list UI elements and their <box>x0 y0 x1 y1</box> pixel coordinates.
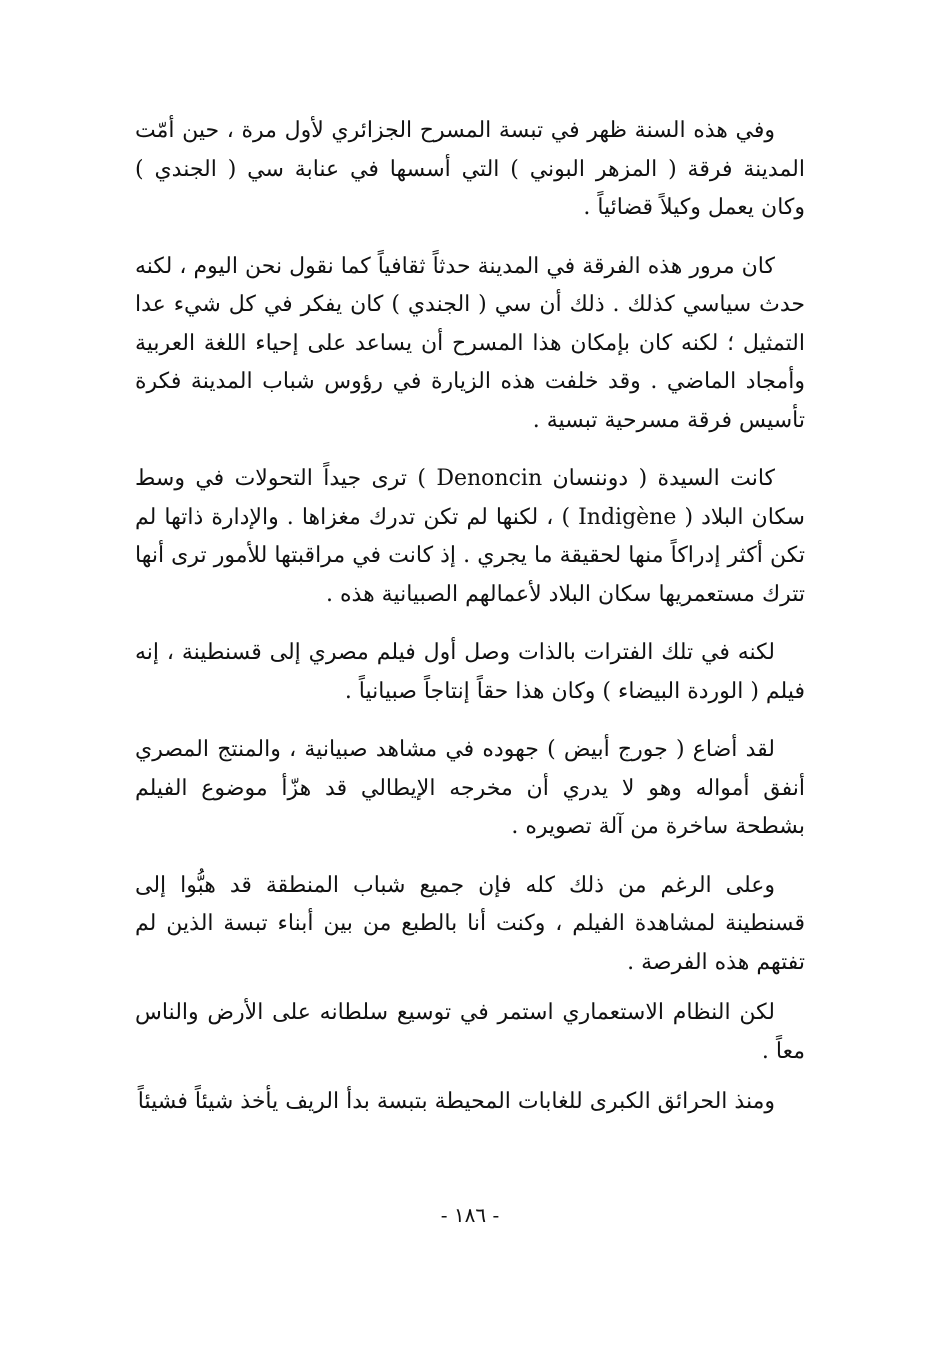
paragraph-3: كانت السيدة ( دوننسان Denoncin ) ترى جيداً التحولات في وسط سكان البلاد ( Indigène ) ، لكنها لم تكن تدرك مغزاها . والإدارة ذاتها لم تكن أكثر إدراكاً منها لحقيقة ما يجري . إذ كانت في مراقبتها للأمور ترى أنها تترك مستعمريها سكان البلاد لأعمالهم الصبيانية هذه . <box>135 466 805 607</box>
paragraph-8: ومنذ الحرائق الكبرى للغابات المحيطة بتبسة بدأ الريف يأخذ شيئاً فشيئاً <box>137 1089 775 1114</box>
page-number: - ١٨٦ - <box>440 1203 500 1227</box>
paragraph-2: كان مرور هذه الفرقة في المدينة حدثاً ثقافياً كما نقول نحن اليوم ، لكنه حدث سياسي كذلك . ذلك أن سي ( الجندي ) كان يفكر في كل شيء عدا التمثيل ؛ لكنه كان بإمكان هذا المسرح أن يساعد على إحياء اللغة العربية وأمجاد الماضي . وقد خلفت هذه الزيارة في رؤوس شباب المدينة فكرة تأسيس فرقة مسرحية تبسية . <box>135 253 805 433</box>
paragraph-1: وفي هذه السنة ظهر في تبسة المسرح الجزائري لأول مرة ، حين أمّت المدينة فرقة ( المزهر البوني ) التي أسسها في عنابة سي ( الجندي ) وكان يعمل وكيلاً قضائياً . <box>135 118 805 220</box>
paragraph-4: لكنه في تلك الفترات بالذات وصل أول فيلم مصري إلى قسنطينة ، إنه فيلم ( الوردة البيضاء ) وكان هذا حقاً إنتاجاً صبيانياً . <box>135 640 805 704</box>
paragraph-6: وعلى الرغم من ذلك كله فإن جميع شباب المنطقة قد هبُّوا إلى قسنطينة لمشاهدة الفيلم ، وكنت أنا بالطبع من بين أبناء تبسة الذين لم تفتهم هذه الفرصة . <box>135 872 805 975</box>
paragraph-5: لقد أضاع ( جورج أبيض ) جهوده في مشاهد صبيانية ، والمنتج المصري أنفق أمواله وهو لا يدري أن مخرجه الإيطالي قد هزّأ موضوع الفيلم بشطحة ساخرة من آلة تصويره . <box>135 737 805 839</box>
page-body <box>135 112 805 1122</box>
paragraph-7: لكن النظام الاستعماري استمر في توسيع سلطانه على الأرض والناس معاً . <box>135 1000 805 1064</box>
